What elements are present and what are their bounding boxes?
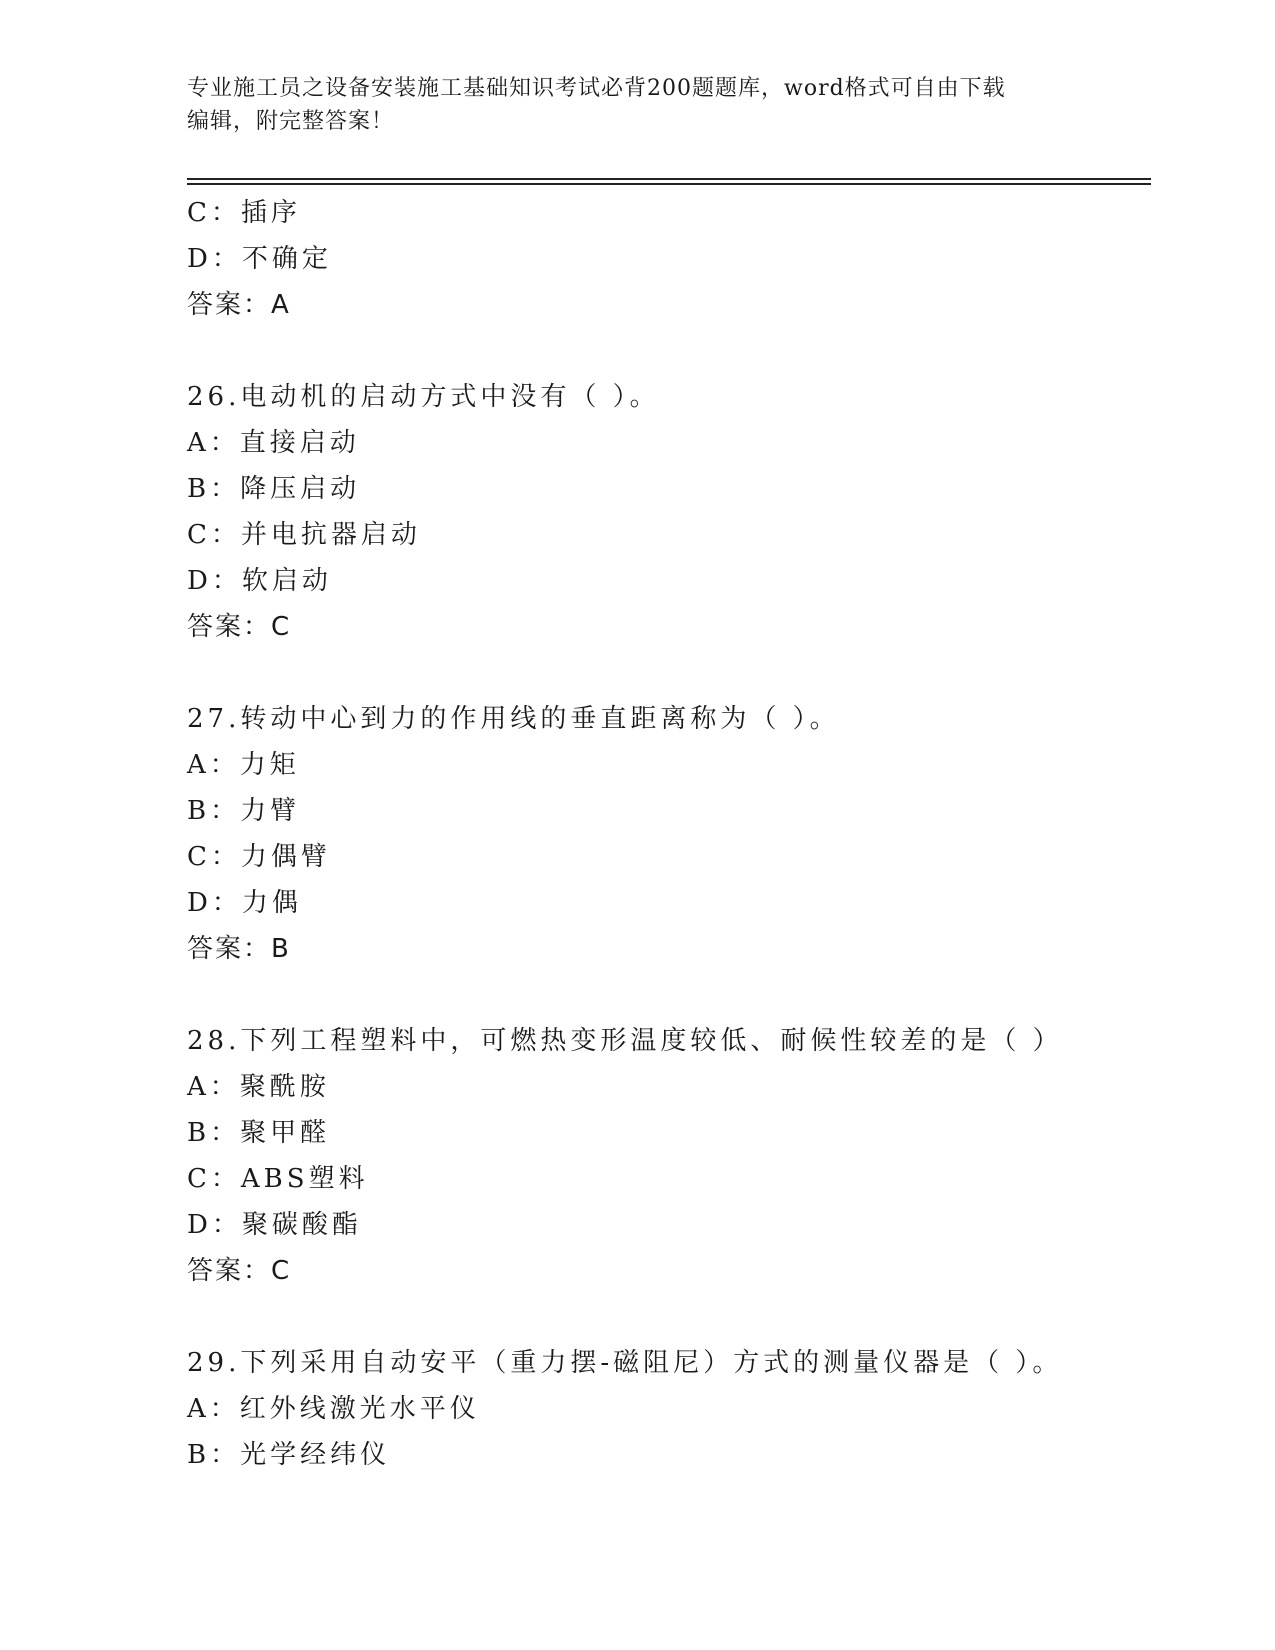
option-b: B：降压启动 <box>187 474 361 504</box>
question-27 <box>187 696 1151 972</box>
option-a: A：直接启动 <box>187 428 360 458</box>
question-26 <box>187 374 1151 650</box>
question-title: 27.转动中心到力的作用线的垂直距离称为（ ）。 <box>187 704 840 734</box>
header-title-line-2: 编辑，附完整答案！ <box>187 109 395 134</box>
document-header <box>187 72 1087 138</box>
option-d: D：聚碳酸酯 <box>187 1210 362 1240</box>
spacer <box>187 650 1151 696</box>
answer-line: 答案：C <box>187 612 292 642</box>
option-a: A：力矩 <box>187 750 300 780</box>
answer-line: 答案：B <box>187 934 291 964</box>
option-b: B：光学经纬仪 <box>187 1440 391 1470</box>
option-c: C：插序 <box>187 198 301 228</box>
spacer <box>187 972 1151 1018</box>
option-a: A：红外线激光水平仪 <box>187 1394 480 1424</box>
header-title-line-1: 专业施工员之设备安装施工基础知识考试必背200题题库，word格式可自由下载 <box>187 76 1006 101</box>
question-list <box>187 190 1151 1478</box>
question-25-fragment <box>187 190 1151 328</box>
answer-line: 答案：C <box>187 1256 292 1286</box>
option-d: D：不确定 <box>187 244 332 274</box>
question-title: 26.电动机的启动方式中没有（ ）。 <box>187 382 660 412</box>
question-28 <box>187 1018 1151 1294</box>
answer-line: 答案：A <box>187 290 291 320</box>
option-b: B：力臂 <box>187 796 301 826</box>
header-divider-bottom <box>187 183 1151 185</box>
option-d: D：力偶 <box>187 888 302 918</box>
spacer <box>187 1294 1151 1340</box>
option-c: C：并电抗器启动 <box>187 520 421 550</box>
question-title: 29.下列采用自动安平（重力摆-磁阻尼）方式的测量仪器是（ ）。 <box>187 1348 1063 1378</box>
header-divider-top <box>187 178 1151 180</box>
question-title: 28.下列工程塑料中，可燃热变形温度较低、耐候性较差的是（ ） <box>187 1026 1063 1056</box>
spacer <box>187 328 1151 374</box>
option-a: A：聚酰胺 <box>187 1072 330 1102</box>
question-29 <box>187 1340 1151 1478</box>
option-b: B：聚甲醛 <box>187 1118 331 1148</box>
option-c: C：ABS塑料 <box>187 1164 369 1194</box>
option-d: D：软启动 <box>187 566 332 596</box>
option-c: C：力偶臂 <box>187 842 331 872</box>
